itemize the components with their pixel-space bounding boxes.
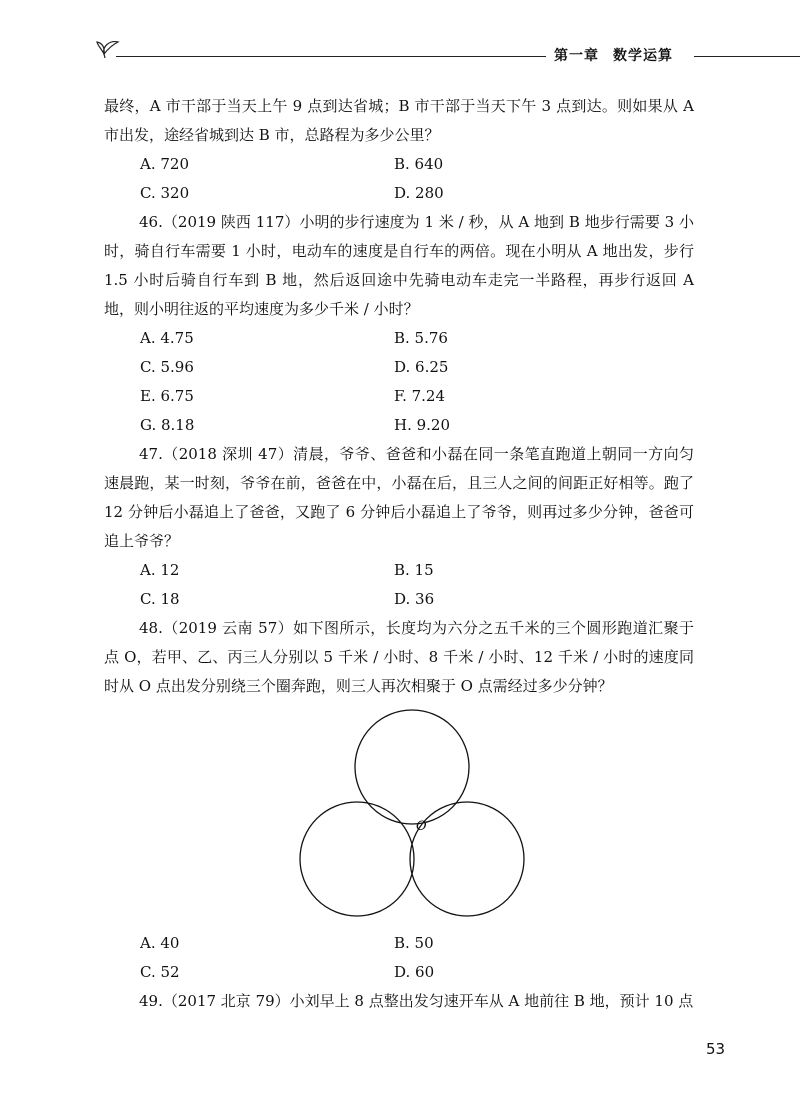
option-a: A. 40 <box>140 934 180 952</box>
option-b: B. 50 <box>394 934 434 952</box>
option-b: B. 15 <box>394 561 434 579</box>
option-a: A. 4.75 <box>140 329 194 347</box>
option-f: F. 7.24 <box>394 387 446 405</box>
option-c: C. 18 <box>140 590 180 608</box>
question-48-options <box>140 929 694 987</box>
option-h: H. 9.20 <box>394 416 451 434</box>
circles-figure <box>299 709 529 925</box>
header-rule-left <box>116 56 546 57</box>
page-number: 53 <box>706 1040 726 1058</box>
page-content <box>104 92 694 1016</box>
option-g: G. 8.18 <box>140 416 195 434</box>
option-a: A. 720 <box>140 155 189 173</box>
question-49-text: 49.（2017 北京 79）小刘早上 8 点整出发匀速开车从 A 地前往 B 地，预计 10 点 <box>139 992 694 1010</box>
question-46-text: 46.（2019 陕西 117）小明的步行速度为 1 米 / 秒，从 A 地到 B 地步行需要 3 小时，骑自行车需要 1 小时，电动车的速度是自行车的两倍。现在小明从 A 地出发，步行 1.5 小时后骑自行车到 B 地，然后返回途中先骑电动车走完一半路程，再步行返回 A 地，则小明往返的平均速度为多少千米 / 小时？ <box>104 213 694 318</box>
question-45-options <box>140 150 694 208</box>
header-rule-right <box>694 56 800 57</box>
option-b: B. 5.76 <box>394 329 448 347</box>
question-47-text: 47.（2018 深圳 47）清晨，爷爷、爸爸和小磊在同一条笔直跑道上朝同一方向匀速晨跑，某一时刻，爷爷在前，爸爸在中，小磊在后，且三人之间的间距正好相等。跑了 12 分钟后小磊追上了爸爸，又跑了 6 分钟后小磊追上了爷爷，则再过多少分钟，爸爸可追上爷爷？ <box>104 445 694 550</box>
question-46-options <box>140 324 694 440</box>
sprout-icon <box>96 32 126 62</box>
section-label: 数学运算 <box>613 48 673 64</box>
point-o-label: O <box>416 819 427 834</box>
option-c: C. 5.96 <box>140 358 194 376</box>
option-c: C. 52 <box>140 963 180 981</box>
question-47-options <box>140 556 694 614</box>
question-48-text: 48.（2019 云南 57）如下图所示，长度均为六分之五千米的三个圆形跑道汇聚于点 O，若甲、乙、丙三人分别以 5 千米 / 小时、8 千米 / 小时、12 千米 / 小时的速度同时从 O 点出发分别绕三个圈奔跑，则三人再次相聚于 O 点需经过多少分钟？ <box>104 619 694 695</box>
page-header <box>96 32 704 68</box>
option-a: A. 12 <box>140 561 180 579</box>
option-d: D. 280 <box>394 184 444 202</box>
question-45-text: 最终，A 市干部于当天上午 9 点到达省城；B 市干部于当天下午 3 点到达。则如果从 A 市出发，途经省城到达 B 市，总路程为多少公里？ <box>104 97 694 144</box>
top-circle <box>355 710 469 824</box>
chapter-label: 第一章 <box>554 48 599 64</box>
option-c: C. 320 <box>140 184 190 202</box>
left-circle <box>300 802 414 916</box>
option-b: B. 640 <box>394 155 444 173</box>
header-title <box>554 45 673 65</box>
option-d: D. 6.25 <box>394 358 449 376</box>
right-circle <box>410 802 524 916</box>
option-e: E. 6.75 <box>140 387 194 405</box>
option-d: D. 60 <box>394 963 435 981</box>
three-circles-diagram <box>104 709 694 929</box>
option-d: D. 36 <box>394 590 435 608</box>
